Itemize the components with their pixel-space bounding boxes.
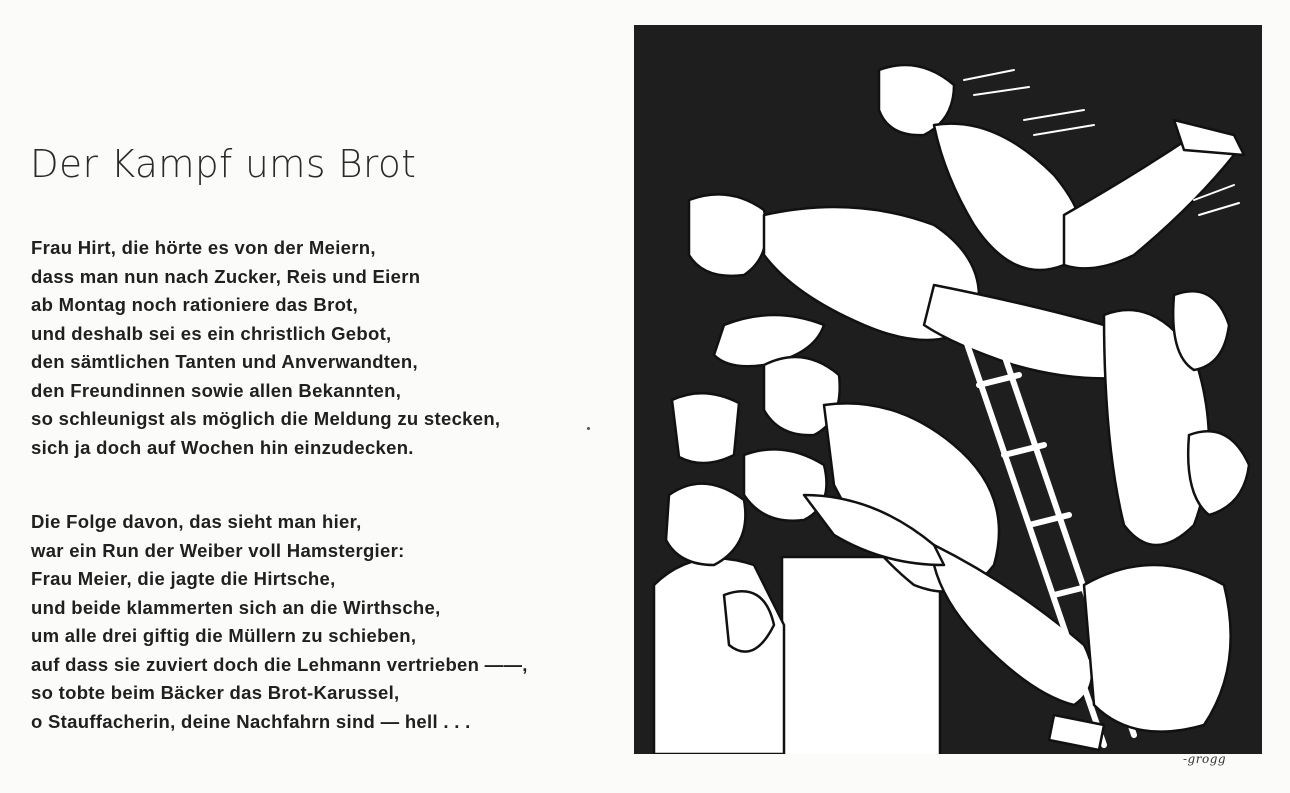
poem-title: Der Kampf ums Brot xyxy=(30,142,417,186)
poem-stanza-1 xyxy=(31,234,500,462)
poem-line: so tobte beim Bäcker das Brot-Karussel, xyxy=(31,682,400,703)
poem-line: dass man nun nach Zucker, Reis und Eiern xyxy=(31,265,421,287)
woman-top-legs xyxy=(1064,135,1234,268)
poem-line: Frau Hirt, die hörte es von der Meiern, xyxy=(31,237,376,258)
poem-line: den sämtlichen Tanten und Anverwandten, xyxy=(31,351,418,372)
woman-right-body xyxy=(1084,565,1231,732)
poem-line: Frau Meier, die jagte die Hirtsche, xyxy=(31,568,336,589)
cartoon-drawing xyxy=(634,25,1262,754)
woman-right-head xyxy=(1188,431,1249,515)
baker-head xyxy=(666,484,745,565)
chef-hat xyxy=(672,393,739,463)
poem-line: und beide klammerten sich an die Wirthsche, xyxy=(31,596,441,618)
paper-speck xyxy=(587,427,590,430)
speed-line xyxy=(974,87,1029,95)
baker-body xyxy=(654,558,784,754)
speed-line xyxy=(1034,125,1094,135)
poem-line: war ein Run der Weiber voll Hamstergier: xyxy=(31,539,405,561)
speed-line xyxy=(1024,110,1084,120)
poem-line: auf dass sie zuviert doch die Lehmann vertrieben ——, xyxy=(31,653,528,675)
speed-line xyxy=(1199,203,1239,215)
poem-stanza-2 xyxy=(31,508,528,736)
poem-line: Die Folge davon, das sieht man hier, xyxy=(31,511,362,532)
cartoon-illustration xyxy=(634,25,1262,754)
artist-signature: -grogg xyxy=(1183,752,1227,766)
poem-line: sich ja doch auf Wochen hin einzudecken. xyxy=(31,436,414,458)
poem-line: ab Montag noch rationiere das Brot, xyxy=(31,294,359,315)
poem-line: den Freundinnen sowie allen Bekannten, xyxy=(31,379,402,401)
poem-line: um alle drei giftig die Müllern zu schieben, xyxy=(31,625,417,646)
poem-line: o Stauffacherin, deine Nachfahrn sind — hell . . . xyxy=(31,710,471,732)
poem-line: und deshalb sei es ein christlich Gebot, xyxy=(31,322,392,344)
poem-line: so schleunigst als möglich die Meldung zu stecken, xyxy=(31,408,501,429)
woman-flip-head xyxy=(1173,291,1229,370)
shoe xyxy=(1174,120,1244,155)
speed-line xyxy=(964,70,1014,80)
woman-dive-head xyxy=(689,194,767,275)
woman-mid-legs xyxy=(934,545,1092,705)
